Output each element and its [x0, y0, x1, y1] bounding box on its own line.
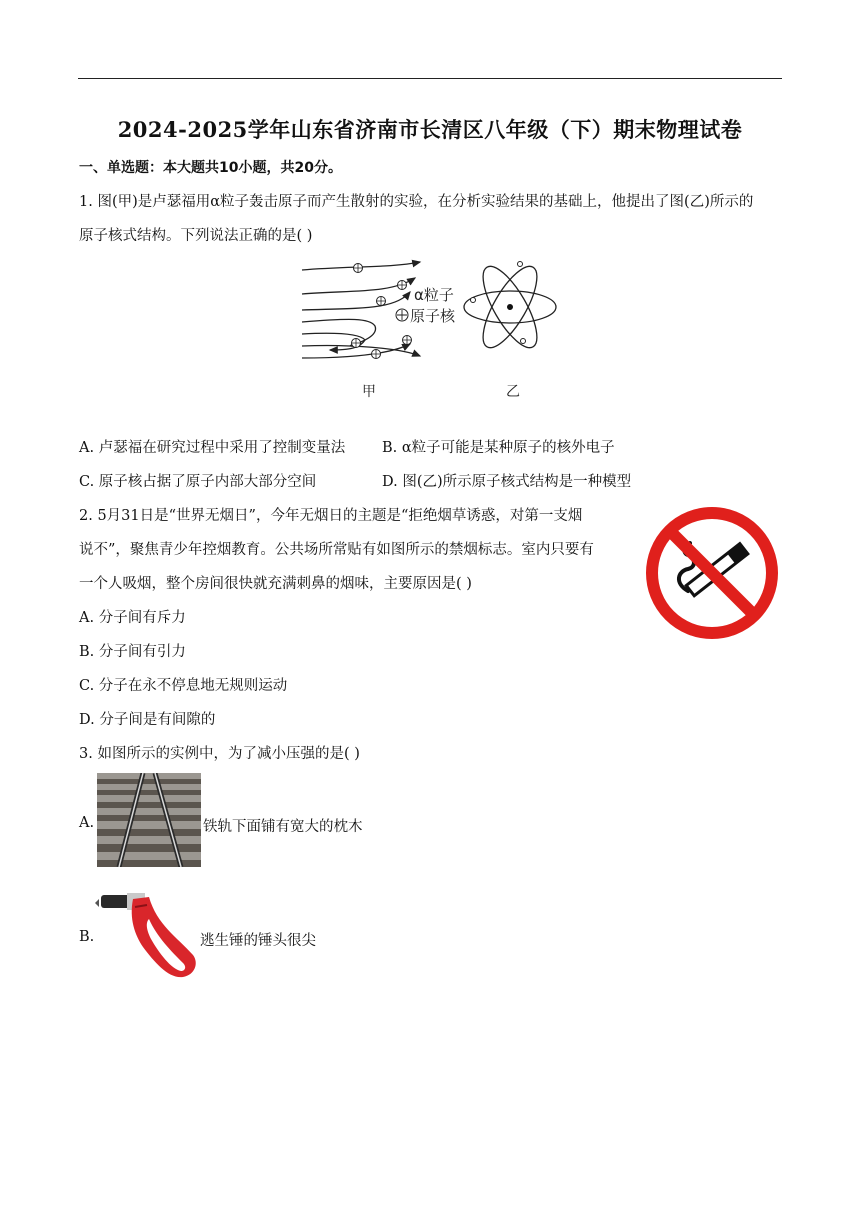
q1-stem-line2: 原子核式结构。下列说法正确的是( )	[79, 228, 313, 244]
electrons	[471, 262, 526, 344]
nucleus-label: 原子核	[410, 307, 456, 325]
q3-stem: 3. 如图所示的实例中，为了减小压强的是( )	[79, 746, 360, 762]
q2-option-a[interactable]: A. 分子间有斥力	[79, 610, 186, 626]
no-smoking-sign	[644, 505, 780, 641]
page-title: 2024-2025学年山东省济南市长清区八年级（下）期末物理试卷	[117, 117, 743, 142]
caption-jia: 甲	[362, 384, 376, 400]
q3-option-b-prefix[interactable]: B.	[79, 929, 95, 945]
section-heading: 一、单选题：本大题共10小题，共20分。	[79, 160, 342, 176]
caption-yi: 乙	[506, 384, 520, 400]
q2-stem-line2: 说不”，聚焦青少年控烟教育。公共场所常贴有如图所示的禁烟标志。室内只要有	[79, 542, 594, 558]
q3-option-a-prefix[interactable]: A.	[79, 815, 95, 831]
q2-stem-line1: 2. 5月31日是“世界无烟日”，今年无烟日的主题是“拒绝烟草诱惑，对第一支烟	[79, 508, 583, 524]
q1-stem-line1: 1. 图(甲)是卢瑟福用α粒子轰击原子而产生散射的实验，在分析实验结果的基础上，他提出了图(乙)所示的	[79, 194, 754, 210]
q2-option-c[interactable]: C. 分子在永不停息地无规则运动	[79, 678, 288, 694]
q3-option-b-text[interactable]: 逃生锤的锤头很尖	[200, 933, 316, 949]
q3-option-a-text[interactable]: 铁轨下面铺有宽大的枕木	[203, 819, 363, 835]
q1-option-c[interactable]: C. 原子核占据了原子内部大部分空间	[79, 474, 317, 490]
q1-option-a[interactable]: A. 卢瑟福在研究过程中采用了控制变量法	[79, 440, 346, 456]
q1-option-b[interactable]: B. α粒子可能是某种原子的核外电子	[382, 440, 615, 456]
q1-option-d[interactable]: D. 图(乙)所示原子核式结构是一种模型	[382, 474, 632, 490]
q2-option-d[interactable]: D. 分子间是有间隙的	[79, 712, 216, 728]
alpha-label: α粒子	[414, 286, 454, 304]
railway-sleepers-image	[97, 773, 201, 867]
escape-hammer-image	[95, 885, 201, 980]
q2-stem-line3: 一个人吸烟，整个房间很快就充满刺鼻的烟味，主要原因是( )	[79, 576, 472, 592]
nucleus-dot	[507, 304, 513, 310]
rutherford-figure	[290, 252, 580, 402]
q2-option-b[interactable]: B. 分子间有引力	[79, 644, 186, 660]
header-rule	[78, 78, 782, 79]
